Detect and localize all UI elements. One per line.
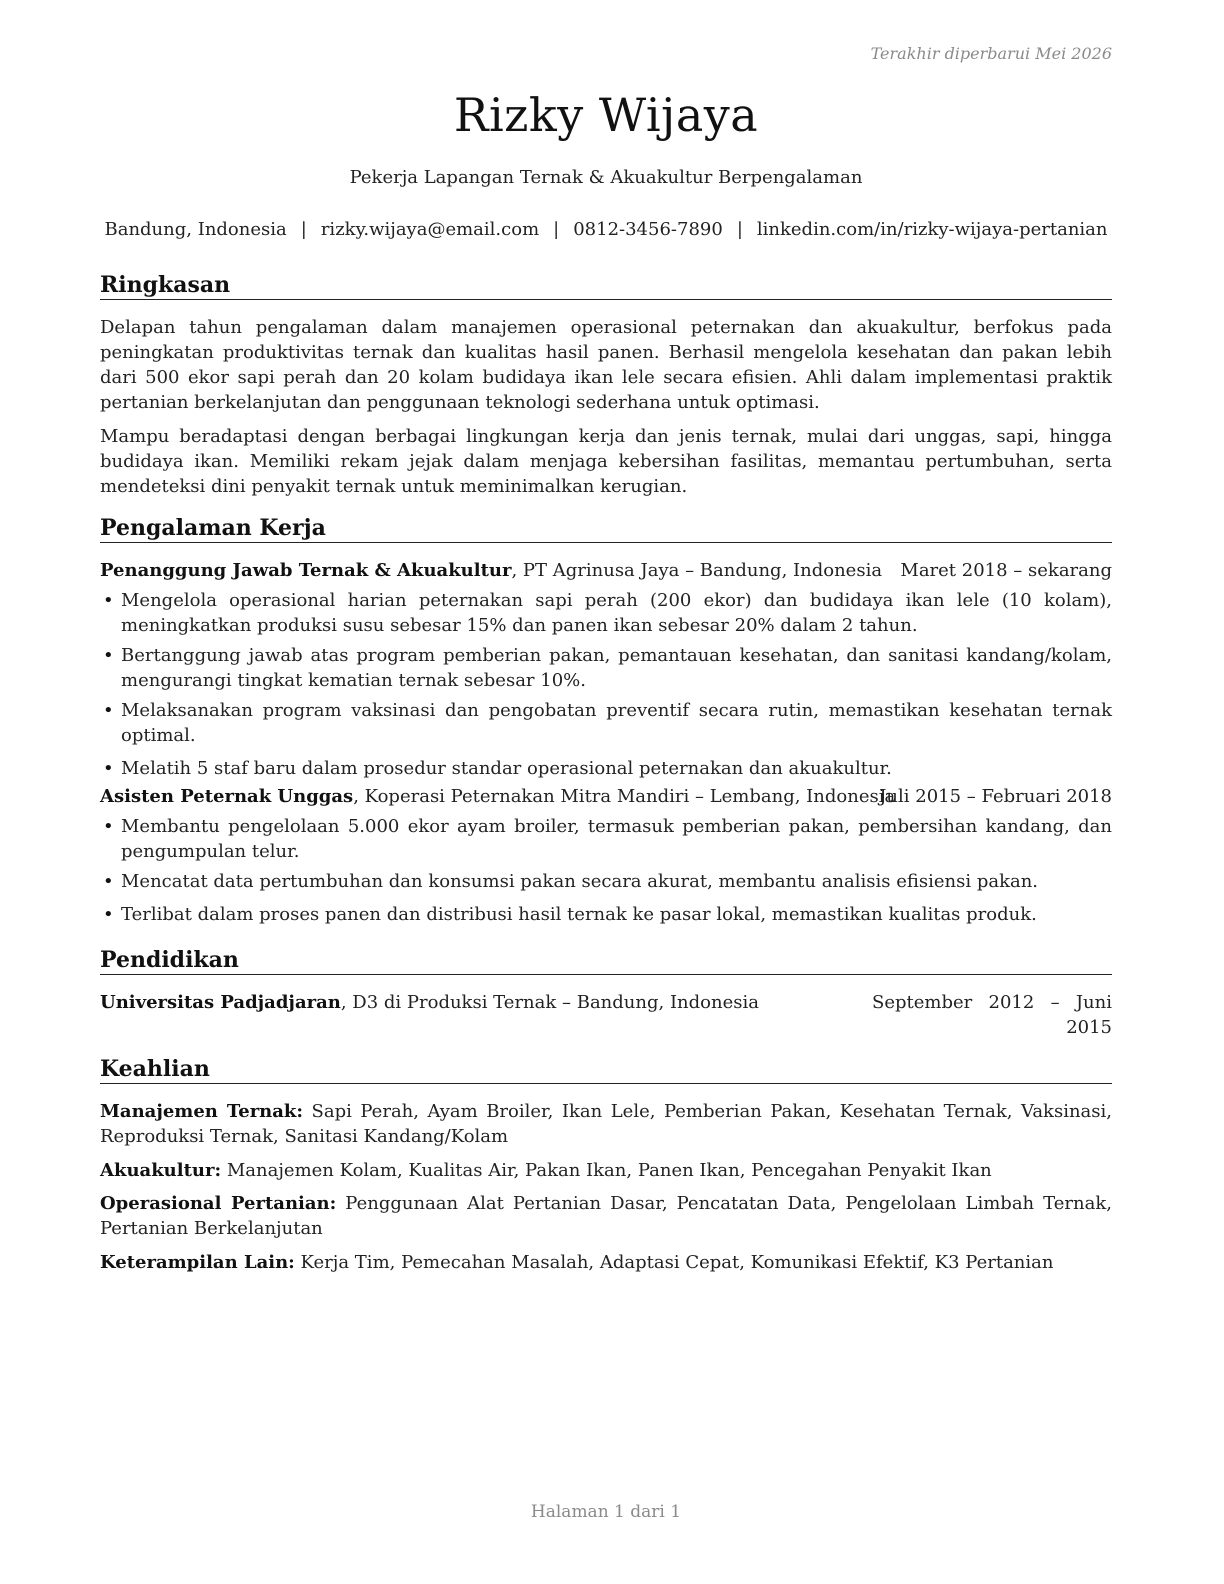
skill-values: Kerja Tim, Pemecahan Masalah, Adaptasi Cepat, Komunikasi Efektif, K3 Pertanian <box>294 1252 1054 1273</box>
job-organization: , PT Agrinusa Jaya – Bandung, Indonesia <box>511 560 883 581</box>
job-bullet: • Terlibat dalam proses panen dan distribusi hasil ternak ke pasar lokal, memastikan kualitas produk. <box>100 902 1112 927</box>
summary-heading: Ringkasan <box>100 272 1112 300</box>
resume-page <box>100 0 1112 1584</box>
contact-linkedin[interactable]: linkedin.com/in/rizky-wijaya-pertanian <box>756 219 1108 240</box>
skill-group <box>100 1250 1112 1275</box>
job-header <box>100 558 1112 583</box>
contact-separator: | <box>736 219 743 240</box>
job-organization: , Koperasi Peternakan Mitra Mandiri – Lembang, Indonesia <box>353 786 896 807</box>
last-updated-note: Terakhir diperbarui Mei 2026 <box>870 44 1112 63</box>
education-school: Universitas Padjadjaran <box>100 992 341 1013</box>
contact-email[interactable]: rizky.wijaya@email.com <box>320 219 540 240</box>
job-role: Asisten Peternak Unggas <box>100 786 354 807</box>
contact-separator: | <box>300 219 307 240</box>
page-number: Halaman 1 dari 1 <box>530 1502 682 1522</box>
skill-group <box>100 1158 1112 1183</box>
skill-label: Operasional Pertanian: <box>100 1193 337 1214</box>
job-dates: Juli 2015 – Februari 2018 <box>879 786 1112 807</box>
summary-paragraph: Delapan tahun pengalaman dalam manajemen operasional peternakan dan akuakultur, berfokus pada peningkatan produktivitas ternak dan kualitas hasil panen. Berhasil mengelola kesehatan dan pakan lebih dari 500 ekor sapi perah dan 20 kolam budidaya ikan lele secara efisien. Ahli dalam implementasi praktik pertanian berkelanjutan dan penggunaan teknologi sederhana untuk optimasi. <box>100 317 1112 413</box>
job-bullets <box>100 588 1112 781</box>
job-dates: Maret 2018 – sekarang <box>900 560 1112 581</box>
skill-group <box>100 1099 1112 1149</box>
skill-values: Manajemen Kolam, Kualitas Air, Pakan Ikan, Panen Ikan, Pencegahan Penyakit Ikan <box>221 1160 992 1181</box>
job-bullets <box>100 814 1112 927</box>
contact-location: Bandung, Indonesia <box>104 219 287 240</box>
job-bullet: • Mencatat data pertumbuhan dan konsumsi pakan secara akurat, membantu analisis efisiensi pakan. <box>100 869 1112 894</box>
contact-separator: | <box>553 219 560 240</box>
experience-heading: Pengalaman Kerja <box>100 515 1112 543</box>
contact-line <box>100 219 1112 240</box>
skill-label: Manajemen Ternak: <box>100 1101 304 1122</box>
job-bullet: • Mengelola operasional harian peternakan sapi perah (200 ekor) dan budidaya ikan lele (10 kolam), meningkatkan produksi susu sebesar 15% dan panen ikan sebesar 20% dalam 2 tahun. <box>100 588 1112 638</box>
skills-heading: Keahlian <box>100 1056 1112 1084</box>
skill-group <box>100 1191 1112 1241</box>
education-heading: Pendidikan <box>100 947 1112 975</box>
summary-paragraph: Mampu beradaptasi dengan berbagai lingkungan kerja dan jenis ternak, mulai dari unggas, sapi, hingga budidaya ikan. Memiliki rekam jejak dalam menjaga kebersihan fasilitas, memantau pertumbuhan, serta mendeteksi dini penyakit ternak untuk meminimalkan kerugian. <box>100 426 1112 497</box>
job-bullet: • Melaksanakan program vaksinasi dan pengobatan preventif secara rutin, memastikan kesehatan ternak optimal. <box>100 698 1112 748</box>
job-bullet: • Melatih 5 staf baru dalam prosedur standar operasional peternakan dan akuakultur. <box>100 756 1112 781</box>
candidate-name: Rizky Wijaya <box>453 88 759 142</box>
job-bullet: • Membantu pengelolaan 5.000 ekor ayam broiler, termasuk pemberian pakan, pembersihan kandang, dan pengumpulan telur. <box>100 814 1112 864</box>
job-header <box>100 784 1112 809</box>
skill-label: Keterampilan Lain: <box>100 1252 295 1273</box>
education-entry <box>100 990 852 1015</box>
skill-label: Akuakultur: <box>100 1160 222 1181</box>
education-detail: , D3 di Produksi Ternak – Bandung, Indonesia <box>340 992 759 1013</box>
candidate-headline: Pekerja Lapangan Ternak & Akuakultur Berpengalaman <box>349 167 863 188</box>
job-bullet: • Bertanggung jawab atas program pemberian pakan, pemantauan kesehatan, dan sanitasi kandang/kolam, mengurangi tingkat kematian ternak sebesar 10%. <box>100 643 1112 693</box>
job-role: Penanggung Jawab Ternak & Akuakultur <box>100 560 512 581</box>
skill-values: Sapi Perah, Ayam Broiler, Ikan Lele, Pemberian Pakan, Kesehatan Ternak, Vaksinasi, Reproduksi Ternak, Sanitasi Kandang/Kolam <box>100 1101 1112 1147</box>
skill-values: Penggunaan Alat Pertanian Dasar, Pencatatan Data, Pengelolaan Limbah Ternak, Pertanian Berkelanjutan <box>100 1193 1112 1239</box>
contact-phone[interactable]: 0812-3456-7890 <box>573 219 723 240</box>
education-dates: September 2012 – Juni 2015 <box>872 992 1112 1038</box>
